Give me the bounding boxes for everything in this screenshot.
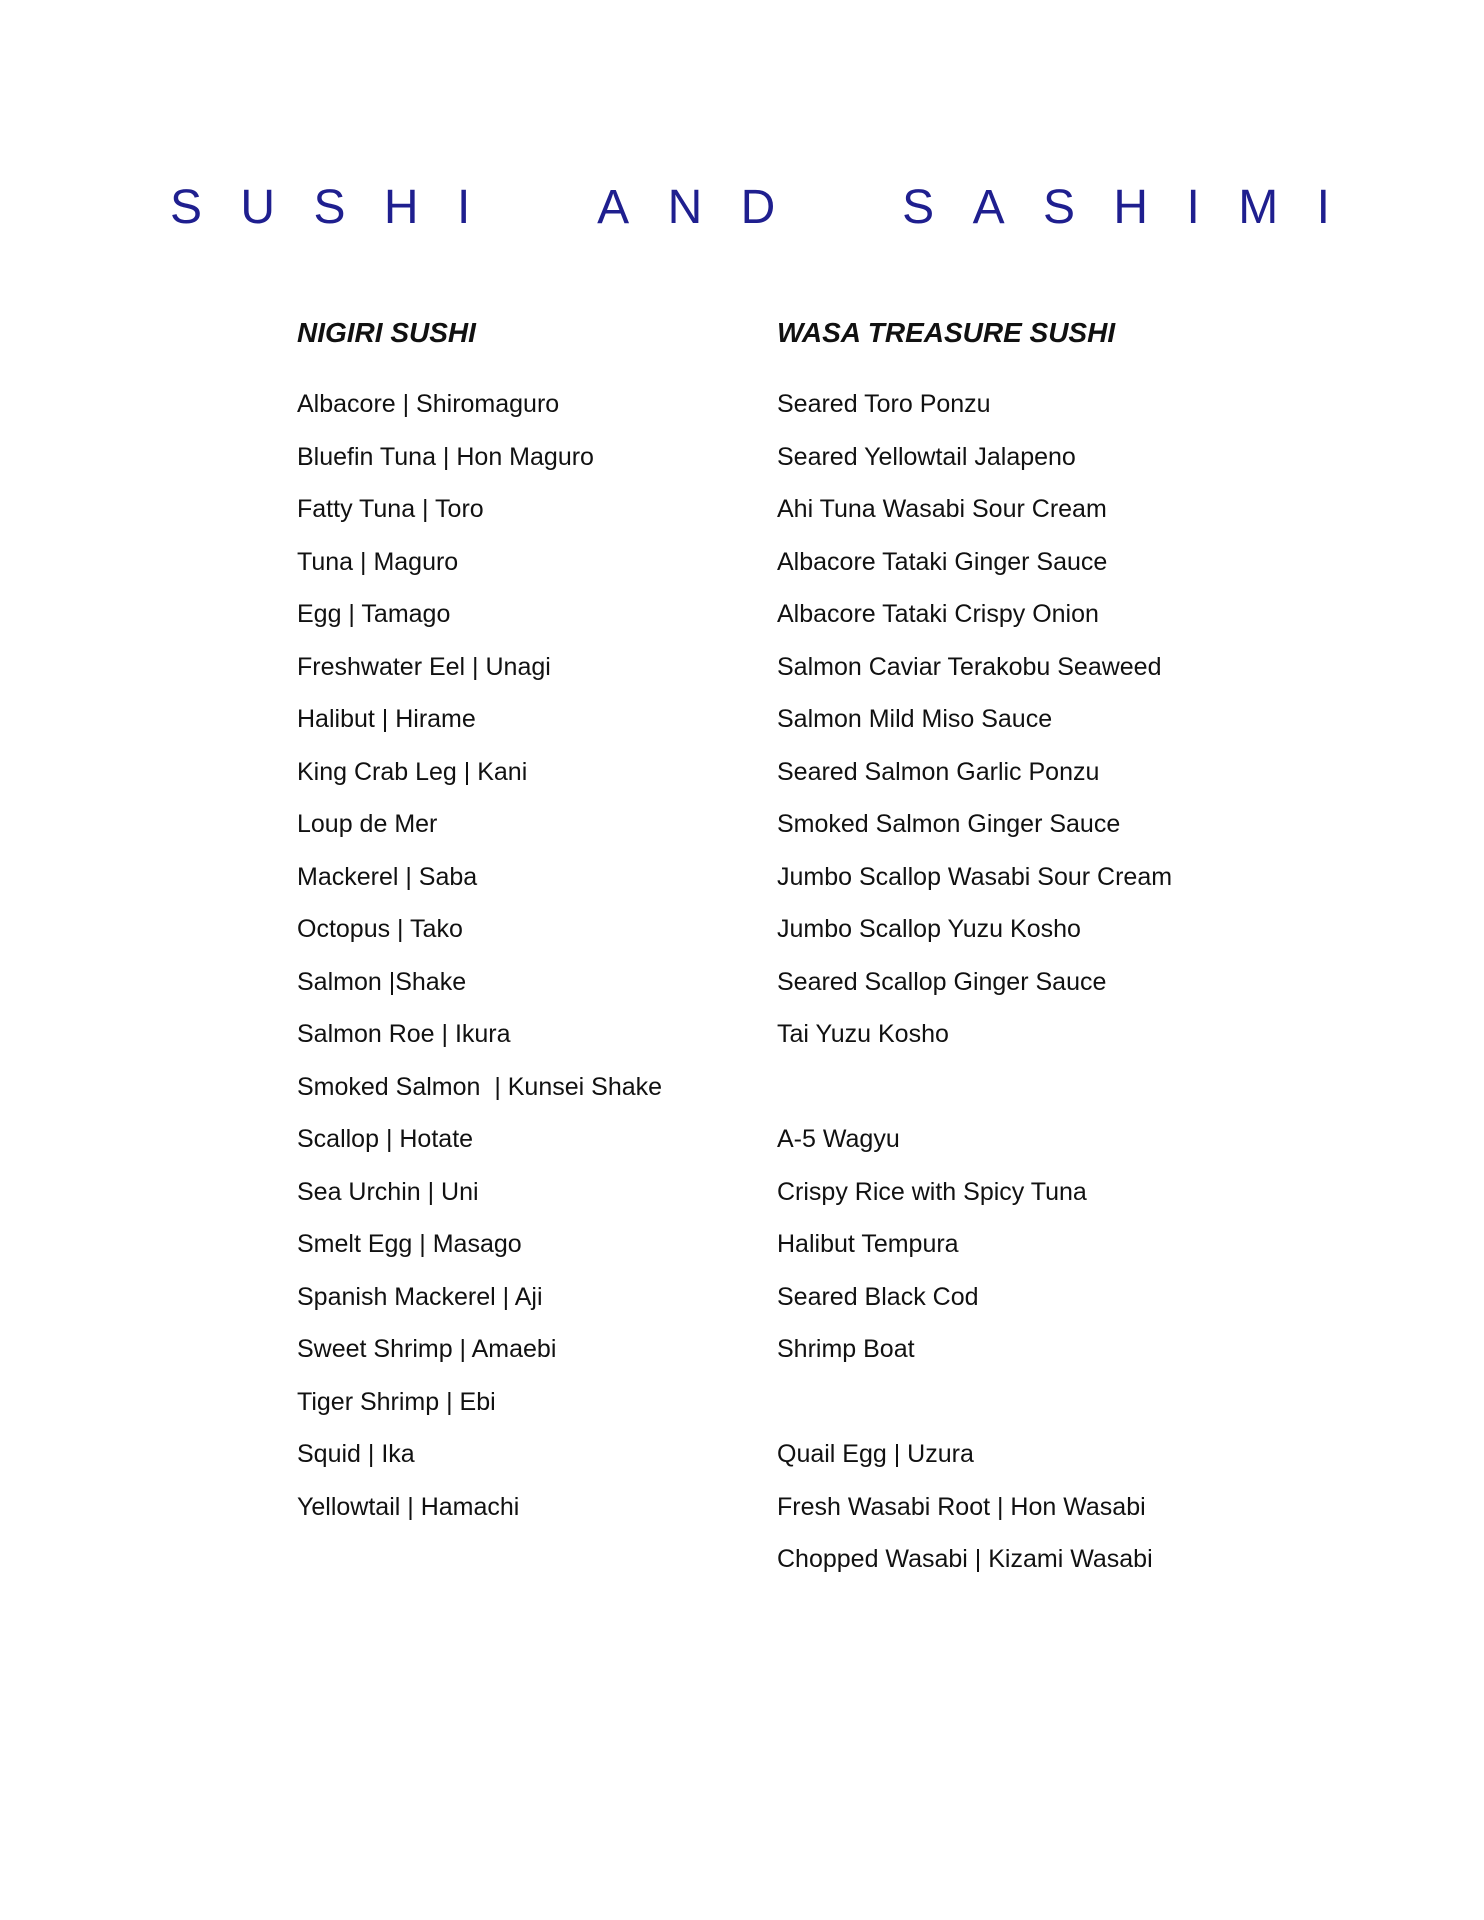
menu-item: Albacore | Shiromaguro: [297, 390, 560, 418]
nigiri-list: [297, 378, 737, 1533]
title-letter: A: [597, 181, 630, 234]
title-letter: S: [902, 181, 935, 234]
menu-item: Crispy Rice with Spicy Tuna: [777, 1177, 1087, 1206]
menu-item: Salmon Mild Miso Sauce: [777, 705, 1053, 733]
title-letter: S: [1042, 181, 1075, 234]
menu-item: Mackerel | Saba: [297, 862, 478, 891]
nigiri-heading: NIGIRI SUSHI: [297, 317, 476, 348]
nigiri-sushi-section: [297, 308, 737, 1533]
menu-item: Quail Egg | Uzura: [777, 1440, 974, 1468]
list-spacer: [777, 1376, 1297, 1429]
menu-item: Shrimp Boat: [777, 1335, 915, 1363]
menu-item: Loup de Mer: [297, 810, 438, 838]
menu-item: Tiger Shrimp | Ebi: [297, 1387, 496, 1416]
menu-item: Sea Urchin | Uni: [297, 1177, 479, 1206]
menu-item: Tuna | Maguro: [297, 547, 459, 576]
list-spacer: [777, 1061, 1297, 1114]
menu-item: Seared Toro Ponzu: [777, 390, 991, 418]
menu-item: Salmon Roe | Ikura: [297, 1020, 511, 1048]
menu-item: Halibut Tempura: [777, 1230, 959, 1258]
treasure-heading: WASA TREASURE SUSHI: [777, 317, 1116, 348]
title-letter: U: [240, 181, 276, 234]
title-letter: S: [313, 181, 346, 234]
menu-item: Smoked Salmon Ginger Sauce: [777, 810, 1121, 838]
menu-item: A-5 Wagyu: [777, 1125, 900, 1153]
menu-item: Scallop | Hotate: [297, 1125, 474, 1153]
menu-item: Jumbo Scallop Yuzu Kosho: [777, 915, 1081, 943]
title-letter: I: [1186, 181, 1200, 234]
menu-item: Salmon Caviar Terakobu Seaweed: [777, 652, 1162, 681]
menu-item: Sweet Shrimp | Amaebi: [297, 1335, 557, 1363]
title-letter: I: [1316, 181, 1330, 234]
title-letter: I: [457, 181, 471, 234]
menu-item: Fresh Wasabi Root | Hon Wasabi: [777, 1492, 1146, 1521]
menu-item: Egg | Tamago: [297, 600, 451, 628]
menu-item: Albacore Tataki Crispy Onion: [777, 600, 1099, 628]
menu-item: Ahi Tuna Wasabi Sour Cream: [777, 495, 1107, 523]
menu-item: Jumbo Scallop Wasabi Sour Cream: [777, 862, 1173, 891]
title-letter: A: [972, 181, 1005, 234]
menu-item: Albacore Tataki Ginger Sauce: [777, 547, 1108, 576]
title-letter: H: [383, 181, 419, 234]
menu-item: King Crab Leg | Kani: [297, 757, 528, 786]
title-letter: D: [740, 181, 776, 234]
menu-item: Squid | Ika: [297, 1440, 415, 1468]
title-letter: M: [1238, 181, 1279, 234]
menu-item: Octopus | Tako: [297, 915, 463, 943]
treasure-sushi-section: [777, 308, 1297, 1586]
menu-item: Tai Yuzu Kosho: [777, 1020, 949, 1048]
menu-item: Seared Salmon Garlic Ponzu: [777, 757, 1100, 786]
menu-item: Seared Scallop Ginger Sauce: [777, 967, 1107, 996]
menu-item: Yellowtail | Hamachi: [297, 1492, 520, 1521]
menu-item: Fatty Tuna | Toro: [297, 495, 484, 523]
title-letter: N: [667, 181, 703, 234]
title-letter: S: [170, 181, 203, 234]
title-letter: H: [1113, 181, 1149, 234]
page-title: [170, 178, 1330, 238]
menu-item: Seared Yellowtail Jalapeno: [777, 442, 1076, 471]
menu-item: Smelt Egg | Masago: [297, 1230, 522, 1258]
menu-item: Freshwater Eel | Unagi: [297, 652, 551, 681]
treasure-list: [777, 378, 1297, 1586]
menu-item: Salmon |Shake: [297, 967, 467, 996]
menu-item: Seared Black Cod: [777, 1282, 979, 1311]
menu-item: Halibut | Hirame: [297, 705, 476, 733]
menu-item: Spanish Mackerel | Aji: [297, 1282, 543, 1311]
menu-item: Smoked Salmon | Kunsei Shake: [297, 1072, 663, 1101]
menu-item: Bluefin Tuna | Hon Maguro: [297, 442, 594, 471]
menu-item: Chopped Wasabi | Kizami Wasabi: [777, 1545, 1153, 1573]
